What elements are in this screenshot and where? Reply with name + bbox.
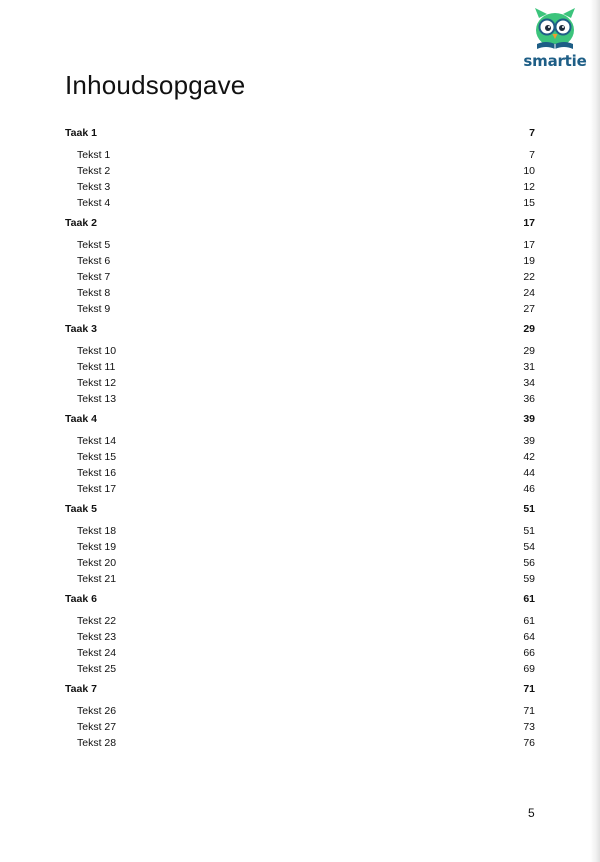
toc-entry-page: 12 (523, 181, 535, 193)
toc-entry[interactable] (65, 719, 535, 735)
smartie-logo (522, 8, 588, 72)
toc-entry-label: Tekst 21 (77, 573, 117, 585)
toc-entry[interactable] (65, 391, 535, 407)
toc-entry[interactable] (65, 735, 535, 751)
toc-entry-page: 66 (523, 647, 535, 659)
toc-entry-page: 7 (529, 149, 535, 161)
toc-entry[interactable] (65, 481, 535, 497)
toc-entry-page: 69 (523, 663, 535, 675)
toc-entry-page: 56 (523, 557, 535, 569)
toc-entry[interactable] (65, 163, 535, 179)
toc-section (65, 321, 535, 407)
toc-section-label: Taak 3 (65, 323, 97, 335)
page-title: Inhoudsopgave (65, 70, 246, 100)
toc-entry[interactable] (65, 613, 535, 629)
toc-entry-page: 73 (523, 721, 535, 733)
toc-entry[interactable] (65, 539, 535, 555)
toc-entry-label: Tekst 23 (77, 631, 117, 643)
toc-entry-label: Tekst 1 (77, 149, 111, 161)
toc-entry[interactable] (65, 661, 535, 677)
toc-entry-label: Tekst 6 (77, 255, 111, 267)
toc-section (65, 501, 535, 587)
toc-entry[interactable] (65, 269, 535, 285)
toc-entry-page: 34 (523, 377, 535, 389)
toc-entry[interactable] (65, 301, 535, 317)
toc-entry-page: 51 (523, 525, 535, 537)
toc-section-page: 17 (523, 217, 535, 229)
toc-section (65, 681, 535, 751)
toc-section-label: Taak 7 (65, 683, 97, 695)
toc-entry-page: 64 (523, 631, 535, 643)
toc-entry[interactable] (65, 523, 535, 539)
toc-entry-label: Tekst 20 (77, 557, 117, 569)
toc-entry-page: 39 (523, 435, 535, 447)
toc-section (65, 411, 535, 497)
page-edge-shadow (590, 0, 600, 862)
toc-entry-page: 36 (523, 393, 535, 405)
toc-section (65, 591, 535, 677)
toc-entry-label: Tekst 14 (77, 435, 117, 447)
toc-entry-label: Tekst 18 (77, 525, 117, 537)
toc-entry-label: Tekst 26 (77, 705, 117, 717)
toc-entry-page: 42 (523, 451, 535, 463)
toc-section-page: 39 (523, 413, 535, 425)
toc-section (65, 125, 535, 211)
toc-section-heading[interactable] (65, 125, 535, 141)
toc-entry-page: 24 (523, 287, 535, 299)
toc-entry[interactable] (65, 703, 535, 719)
toc-entry-page: 17 (523, 239, 535, 251)
toc-entry[interactable] (65, 465, 535, 481)
toc-section-heading[interactable] (65, 215, 535, 231)
toc-entry-label: Tekst 2 (77, 165, 111, 177)
toc-entry[interactable] (65, 253, 535, 269)
toc-entry[interactable] (65, 555, 535, 571)
toc-entry-label: Tekst 8 (77, 287, 111, 299)
toc-entry-page: 19 (523, 255, 535, 267)
toc-section-page: 29 (523, 323, 535, 335)
toc-entry-page: 31 (523, 361, 535, 373)
toc-entry-label: Tekst 24 (77, 647, 117, 659)
toc-section-label: Taak 5 (65, 503, 97, 515)
toc-entry-label: Tekst 17 (77, 483, 117, 495)
toc-entry-label: Tekst 7 (77, 271, 111, 283)
toc-section (65, 215, 535, 317)
toc-section-label: Taak 6 (65, 593, 97, 605)
toc-section-label: Taak 4 (65, 413, 97, 425)
toc-entry[interactable] (65, 433, 535, 449)
toc-section-page: 7 (529, 127, 535, 139)
toc-entry-page: 22 (523, 271, 535, 283)
toc-entry-page: 54 (523, 541, 535, 553)
toc-entry-label: Tekst 12 (77, 377, 117, 389)
toc-entry-label: Tekst 15 (77, 451, 117, 463)
toc-entry[interactable] (65, 449, 535, 465)
toc-entry-page: 71 (523, 705, 535, 717)
toc-entry-label: Tekst 13 (77, 393, 117, 405)
toc-entry[interactable] (65, 645, 535, 661)
toc-entry-page: 46 (523, 483, 535, 495)
toc-entry-page: 29 (523, 345, 535, 357)
toc-section-page: 61 (523, 593, 535, 605)
toc-entry-page: 15 (523, 197, 535, 209)
toc-entry[interactable] (65, 285, 535, 301)
toc-section-label: Taak 2 (65, 217, 97, 229)
toc-entry[interactable] (65, 147, 535, 163)
toc-entry-label: Tekst 27 (77, 721, 117, 733)
toc-section-heading[interactable] (65, 591, 535, 607)
toc-entry[interactable] (65, 359, 535, 375)
toc-entry-label: Tekst 11 (77, 361, 116, 373)
toc-entry-label: Tekst 22 (77, 615, 117, 627)
toc-section-heading[interactable] (65, 501, 535, 517)
toc-entry-page: 27 (523, 303, 535, 315)
toc-section-page: 71 (523, 683, 535, 695)
toc-entry-label: Tekst 28 (77, 737, 117, 749)
logo-text: smartie (523, 52, 587, 70)
toc-entry-label: Tekst 19 (77, 541, 117, 553)
toc-entry-label: Tekst 4 (77, 197, 111, 209)
toc-entry[interactable] (65, 571, 535, 587)
toc-entry-page: 61 (523, 615, 535, 627)
toc-section-page: 51 (523, 503, 535, 515)
table-of-contents (65, 125, 535, 755)
page-number: 5 (528, 806, 535, 820)
toc-section-heading[interactable] (65, 321, 535, 337)
toc-section-label: Taak 1 (65, 127, 97, 139)
toc-entry-label: Tekst 3 (77, 181, 111, 193)
owl-icon (529, 8, 581, 54)
toc-entry-page: 10 (523, 165, 535, 177)
toc-entry-label: Tekst 9 (77, 303, 111, 315)
toc-entry-label: Tekst 25 (77, 663, 117, 675)
toc-entry-label: Tekst 16 (77, 467, 117, 479)
toc-entry-page: 59 (523, 573, 535, 585)
toc-section-heading[interactable] (65, 681, 535, 697)
toc-entry[interactable] (65, 179, 535, 195)
toc-entry[interactable] (65, 375, 535, 391)
toc-entry-label: Tekst 10 (77, 345, 117, 357)
toc-entry[interactable] (65, 343, 535, 359)
toc-entry[interactable] (65, 195, 535, 211)
toc-entry[interactable] (65, 237, 535, 253)
toc-entry-label: Tekst 5 (77, 239, 111, 251)
toc-entry[interactable] (65, 629, 535, 645)
toc-entry-page: 76 (523, 737, 535, 749)
toc-section-heading[interactable] (65, 411, 535, 427)
toc-entry-page: 44 (523, 467, 535, 479)
